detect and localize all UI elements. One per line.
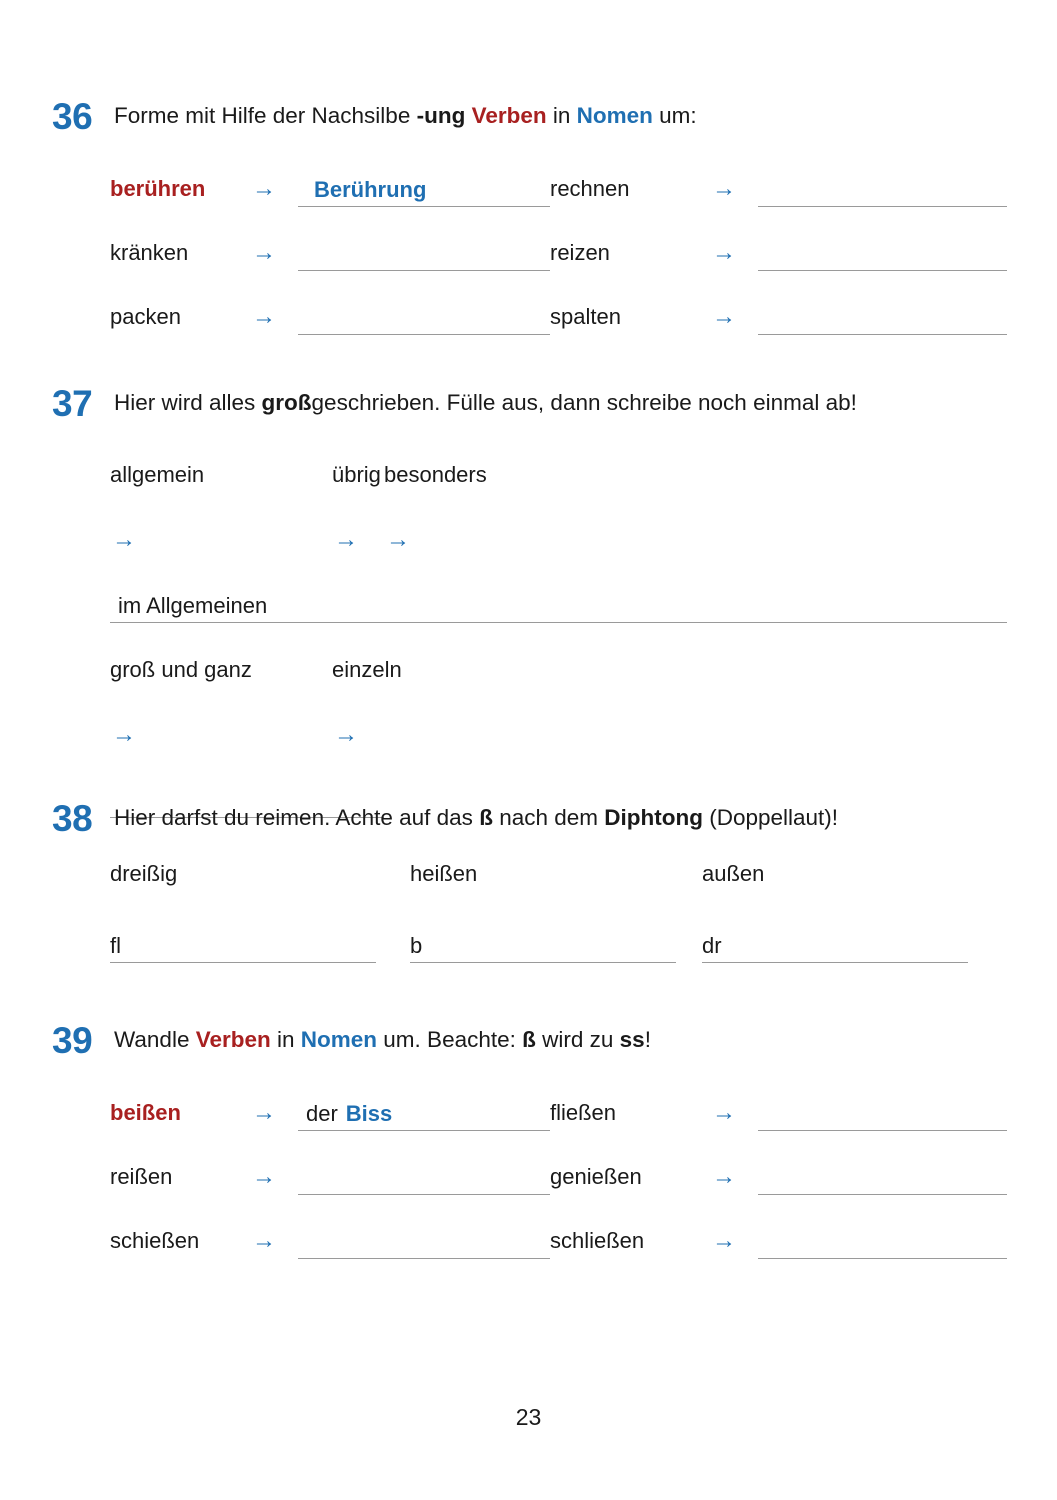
- prompt-run-plain: Wandle: [114, 1027, 196, 1052]
- arrow-right-icon: →: [252, 1227, 276, 1254]
- exercise-39: [52, 1022, 1007, 1273]
- prompt-run-plain: wird zu: [535, 1027, 620, 1052]
- exercise-37-term-2: übrig: [332, 461, 381, 487]
- exercise-36-blank-right-2[interactable]: [758, 221, 1007, 285]
- exercise-36-blank-right-1[interactable]: [758, 157, 1007, 221]
- page-number: 23: [515, 1404, 542, 1430]
- exercise-39-blank-right-1[interactable]: [758, 1081, 1007, 1145]
- exercise-37-term-1: allgemein: [110, 461, 205, 487]
- exercise-39-term-left-1: beißen: [110, 1100, 181, 1125]
- arrow-right-icon: →: [252, 239, 276, 266]
- exercise-38-blank-3-wrap: [702, 933, 1007, 963]
- exercise-36-blank-left-3[interactable]: [298, 285, 550, 349]
- prompt-run-plain: in: [546, 103, 577, 128]
- prompt-run-plain: um:: [652, 103, 697, 128]
- prompt-run-bold: ß: [479, 805, 493, 830]
- prompt-run-red: Verben: [195, 1027, 271, 1052]
- arrow-right-icon: →: [712, 1227, 736, 1254]
- answer-highlight: Biss: [345, 1100, 393, 1126]
- exercise-39-term-right-3: schließen: [550, 1228, 645, 1253]
- exercise-39-header: [52, 1022, 1007, 1059]
- exercise-37-term-4: groß und ganz: [110, 656, 252, 682]
- arrow-right-icon: →: [334, 720, 358, 748]
- arrow-right-icon: →: [252, 303, 276, 330]
- exercise-39-term-right-1: fließen: [550, 1100, 617, 1125]
- answer-highlight: Berührung: [314, 176, 427, 202]
- arrow-right-icon: →: [712, 303, 736, 330]
- exercise-38-columns: [110, 861, 1007, 963]
- prompt-run-red: Verben: [471, 103, 547, 128]
- exercise-36-pairs: [110, 157, 1007, 349]
- exercise-39-term-left-2: reißen: [110, 1164, 173, 1189]
- prompt-run-plain: in: [270, 1027, 301, 1052]
- exercise-38-header: [52, 800, 1007, 837]
- exercise-36-term-right-1: rechnen: [550, 176, 630, 201]
- prompt-run-plain: Forme mit Hilfe der Nachsilbe: [114, 103, 417, 128]
- prompt-run-plain: Hier wird alles: [114, 390, 262, 415]
- prompt-run-plain: geschrieben. Fülle aus, dann schreibe noch einmal ab!: [311, 390, 857, 415]
- exercise-38-prompt: [114, 800, 1007, 831]
- exercise-36-term-left-2: kränken: [110, 240, 189, 265]
- exercise-37-number: 37: [52, 383, 93, 424]
- exercise-38-number: 38: [52, 798, 93, 839]
- arrow-right-icon: →: [112, 525, 136, 553]
- exercise-36-number: 36: [52, 96, 93, 137]
- prompt-run-bold: -ung: [416, 103, 466, 128]
- exercise-39-blank-left-2[interactable]: [298, 1145, 550, 1209]
- arrow-right-icon: →: [386, 525, 410, 553]
- exercise-38-blank-1-wrap: [110, 933, 410, 963]
- exercise-36-prompt: [114, 98, 1007, 129]
- exercise-37-header: [52, 385, 1007, 422]
- arrow-right-icon: →: [712, 1099, 736, 1126]
- arrow-right-icon: →: [712, 1163, 736, 1190]
- exercise-36: [52, 98, 1007, 349]
- exercise-39-blank-right-3[interactable]: [758, 1209, 1007, 1273]
- exercise-37: [52, 385, 1007, 832]
- answer-plain: der: [306, 1100, 338, 1126]
- exercise-36-term-left-1: berühren: [110, 176, 206, 201]
- table-row: [384, 442, 1007, 637]
- exercise-38-word-3: außen: [702, 861, 765, 886]
- exercise-37-prompt: [114, 385, 1007, 416]
- arrow-right-icon: →: [252, 175, 276, 202]
- exercise-39-pairs: [110, 1081, 1007, 1273]
- exercise-37-rows: [110, 442, 1007, 832]
- exercise-38: [52, 800, 1007, 963]
- exercise-36-blank-left-1[interactable]: [298, 157, 550, 221]
- exercise-39-blank-left-3[interactable]: [298, 1209, 550, 1273]
- exercise-39-number: 39: [52, 1020, 93, 1061]
- prompt-run-plain: !: [644, 1027, 651, 1052]
- prompt-run-bold: ß: [522, 1027, 536, 1052]
- prompt-run-bold: Diphtong: [604, 805, 703, 830]
- exercise-36-term-left-3: packen: [110, 304, 181, 329]
- exercise-38-blank-2[interactable]: b: [410, 933, 676, 963]
- exercise-39-blank-left-1[interactable]: [298, 1081, 550, 1145]
- exercise-38-blank-2-wrap: [410, 933, 702, 963]
- exercise-39-prompt: [114, 1022, 1007, 1053]
- exercise-37-blank-3[interactable]: [384, 572, 1007, 637]
- exercise-36-blank-right-3[interactable]: [758, 285, 1007, 349]
- exercise-37-term-3: besonders: [384, 461, 487, 487]
- arrow-right-icon: →: [712, 239, 736, 266]
- exercise-38-word-2: heißen: [410, 861, 478, 886]
- arrow-right-icon: →: [112, 720, 136, 748]
- prompt-run-blue: Nomen: [576, 103, 653, 128]
- exercise-38-word-1: dreißig: [110, 861, 178, 886]
- exercise-36-term-right-3: spalten: [550, 304, 621, 329]
- exercise-36-header: [52, 98, 1007, 135]
- exercise-36-blank-left-2[interactable]: [298, 221, 550, 285]
- exercise-37-blank-1[interactable]: [110, 572, 332, 637]
- table-row: [110, 442, 332, 637]
- answer-plain: im Allgemeinen: [118, 592, 268, 618]
- prompt-run-plain: um. Beachte:: [377, 1027, 523, 1052]
- exercise-39-term-right-2: genießen: [550, 1164, 642, 1189]
- exercise-38-blank-1[interactable]: fl: [110, 933, 376, 963]
- arrow-right-icon: →: [712, 175, 736, 202]
- prompt-run-bold: groß: [261, 390, 312, 415]
- exercise-38-blank-3[interactable]: dr: [702, 933, 968, 963]
- prompt-run-plain: (Doppellaut)!: [702, 805, 839, 830]
- prompt-run-plain: nach dem: [492, 805, 605, 830]
- prompt-run-blue: Nomen: [300, 1027, 378, 1052]
- table-row: [332, 442, 384, 637]
- exercise-36-term-right-2: reizen: [550, 240, 610, 265]
- arrow-right-icon: →: [252, 1099, 276, 1126]
- arrow-right-icon: →: [252, 1163, 276, 1190]
- exercise-39-blank-right-2[interactable]: [758, 1145, 1007, 1209]
- exercise-39-term-left-3: schießen: [110, 1228, 200, 1253]
- exercise-37-term-5: einzeln: [332, 656, 402, 682]
- prompt-run-bold: ss: [619, 1027, 645, 1052]
- prompt-run-plain: Hier darfst du reimen. Achte auf das: [114, 805, 480, 830]
- exercise-37-blank-2[interactable]: [332, 572, 384, 637]
- arrow-right-icon: →: [334, 525, 358, 553]
